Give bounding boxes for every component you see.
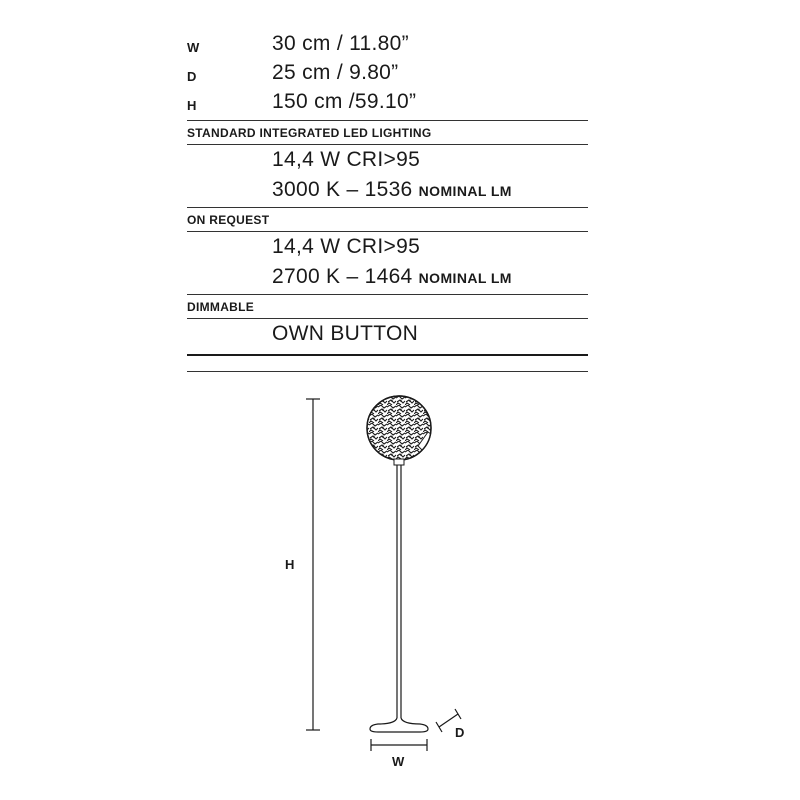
section-heading-on-request: ON REQUEST [187,213,270,227]
height-dimension [306,399,320,730]
dimension-key: W [187,40,200,55]
height-label: H [285,557,295,572]
standard-power: 14,4 W CRI>95 [272,148,421,171]
width-label: W [392,754,405,769]
dimension-value: 150 cm /59.10” [272,90,417,113]
on-request-power: 14,4 W CRI>95 [272,235,421,258]
dimension-key: D [187,69,197,84]
section-heading-dimmable: DIMMABLE [187,300,255,314]
depth-label: D [455,725,465,740]
section-heading-standard: STANDARD INTEGRATED LED LIGHTING [187,126,432,140]
lamp-stem [397,465,401,718]
lamp-globe [367,396,434,460]
standard-output: 3000 K – 1536 [272,178,413,201]
dimension-key: H [187,98,197,113]
dimmable-value: OWN BUTTON [272,322,419,345]
width-dimension [371,739,427,751]
standard-output-unit: NOMINAL LM [418,183,512,199]
on-request-output: 2700 K – 1464 [272,265,413,288]
dimension-value: 30 cm / 11.80” [272,32,409,55]
on-request-output-unit: NOMINAL LM [418,270,512,286]
dimension-value: 25 cm / 9.80” [272,61,399,84]
lamp-base [370,718,428,732]
lamp-connector [394,459,404,465]
